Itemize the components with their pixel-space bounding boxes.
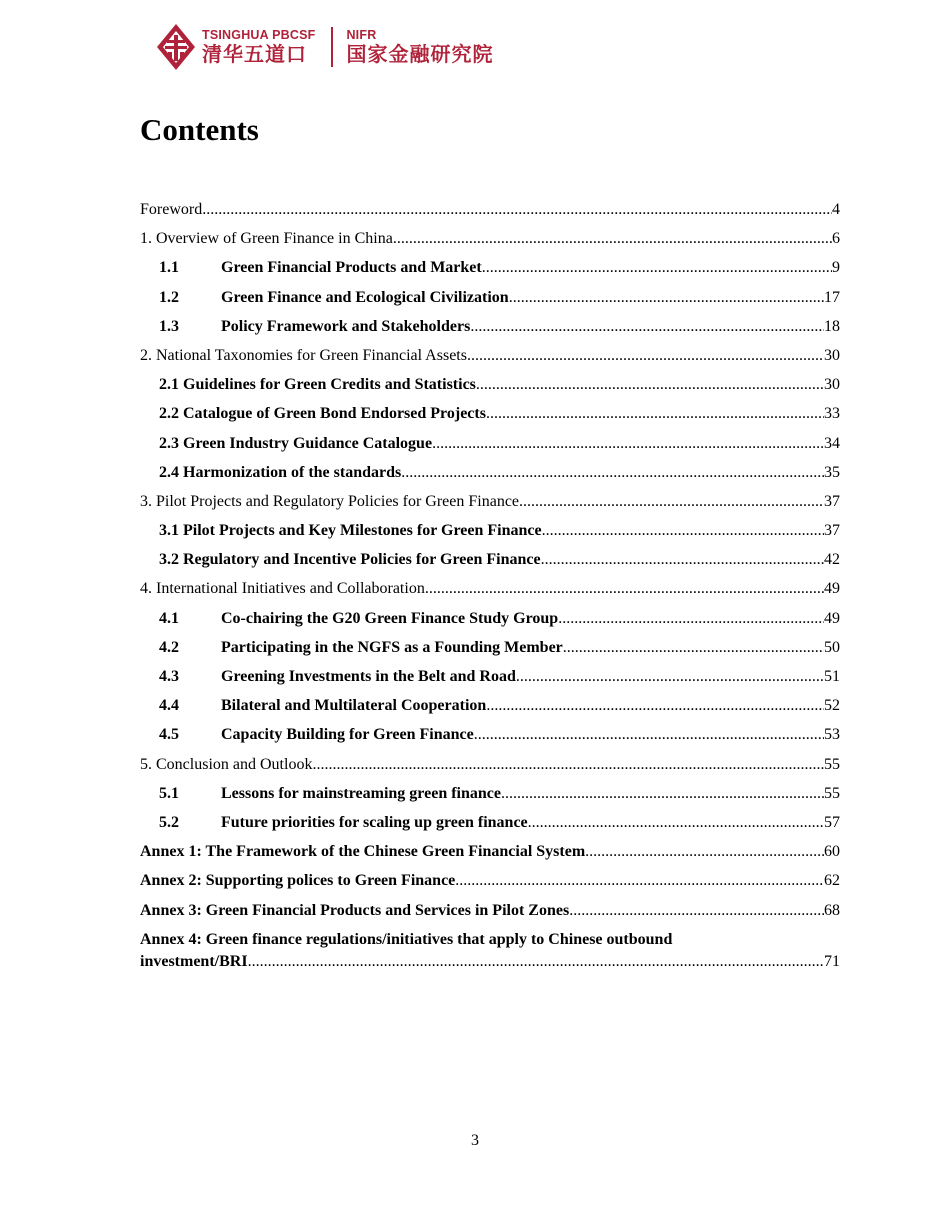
toc-entry-text: Participating in the NGFS as a Founding Member xyxy=(221,638,563,656)
toc-entry-text: 3.2 Regulatory and Incentive Policies for Green Finance xyxy=(159,551,541,569)
toc-entry-text: 2. National Taxonomies for Green Financial Assets xyxy=(140,346,467,364)
brand-english: TSINGHUA PBCSF xyxy=(202,28,316,42)
toc-entry[interactable] xyxy=(140,224,840,253)
toc-page-number: 51 xyxy=(824,668,840,685)
toc-entry[interactable] xyxy=(140,545,840,574)
toc-leader-dots xyxy=(248,951,824,972)
page-number: 3 xyxy=(471,1132,479,1149)
table-of-contents xyxy=(140,195,840,972)
toc-entry-text: 3.1 Pilot Projects and Key Milestones for Green Finance xyxy=(159,522,542,540)
toc-leader-dots xyxy=(585,837,824,866)
toc-leader-dots xyxy=(519,487,824,516)
toc-entry[interactable] xyxy=(140,662,840,691)
toc-entry-text: 3. Pilot Projects and Regulatory Policies for Green Finance xyxy=(140,492,520,510)
toc-leader-dots xyxy=(393,224,832,253)
toc-page-number: 37 xyxy=(824,492,840,510)
toc-entry[interactable] xyxy=(140,516,840,545)
toc-page-number: 71 xyxy=(824,952,840,970)
toc-page-number: 37 xyxy=(824,522,840,540)
toc-leader-dots xyxy=(401,458,824,487)
toc-page-number: 49 xyxy=(824,580,840,598)
toc-page-number: 30 xyxy=(824,346,840,364)
toc-page-number: 55 xyxy=(824,755,840,773)
toc-entry[interactable] xyxy=(140,779,840,808)
toc-page-number: 55 xyxy=(824,784,840,802)
toc-entry-text: Lessons for mainstreaming green finance xyxy=(221,784,501,802)
toc-entry[interactable] xyxy=(140,691,840,720)
toc-page-number: 34 xyxy=(824,434,840,452)
toc-entry-text: Foreword xyxy=(140,201,203,218)
page-title: Contents xyxy=(140,112,259,147)
toc-entry[interactable] xyxy=(140,574,840,603)
toc-page-number: 18 xyxy=(824,317,840,335)
toc-entry-text: Co-chairing the G20 Green Finance Study Group xyxy=(221,609,559,627)
toc-page-number: 62 xyxy=(824,872,840,890)
toc-leader-dots xyxy=(516,662,824,691)
toc-leader-dots xyxy=(312,750,824,779)
toc-entry[interactable] xyxy=(140,341,840,370)
toc-entry[interactable] xyxy=(140,896,840,925)
toc-leader-dots xyxy=(558,604,824,633)
toc-entry[interactable] xyxy=(140,750,840,779)
toc-leader-dots xyxy=(509,283,824,312)
toc-entry-text: Future priorities for scaling up green finance xyxy=(221,813,528,831)
toc-entry[interactable] xyxy=(140,633,840,662)
toc-entry-number: 4.4 xyxy=(159,697,179,715)
toc-entry[interactable] xyxy=(140,458,840,487)
toc-entry[interactable] xyxy=(140,312,840,341)
toc-entry-text: Annex 3: Green Financial Products and Services in Pilot Zones xyxy=(140,901,570,919)
toc-leader-dots xyxy=(425,574,824,603)
toc-entry[interactable] xyxy=(140,837,840,866)
toc-entry-text: Annex 4: Green finance regulations/initiatives that apply to Chinese outbound xyxy=(140,930,673,948)
org-english: NIFR xyxy=(346,28,377,42)
toc-entry[interactable] xyxy=(140,283,840,312)
toc-entry[interactable] xyxy=(140,253,840,282)
toc-entry-text: Green Finance and Ecological Civilization xyxy=(221,288,509,306)
toc-leader-dots xyxy=(474,720,824,749)
toc-leader-dots xyxy=(470,312,824,341)
toc-leader-dots xyxy=(486,691,824,720)
toc-leader-dots xyxy=(455,866,824,895)
toc-page-number: 49 xyxy=(824,609,840,627)
toc-leader-dots xyxy=(467,341,824,370)
toc-entry-text: investment/BRI xyxy=(140,952,248,970)
toc-page-number: 4 xyxy=(832,201,840,218)
toc-entry-number: 1.3 xyxy=(159,317,179,335)
toc-page-number: 33 xyxy=(824,405,840,423)
toc-entry[interactable] xyxy=(140,429,840,458)
toc-entry-text: 2.2 Catalogue of Green Bond Endorsed Projects xyxy=(159,405,486,423)
toc-page-number: 60 xyxy=(824,843,840,861)
toc-entry[interactable] xyxy=(140,399,840,428)
toc-entry-number: 4.2 xyxy=(159,638,179,656)
toc-page-number: 50 xyxy=(824,638,840,656)
brand-divider xyxy=(331,27,333,67)
toc-entry-number: 1.2 xyxy=(159,288,179,306)
toc-leader-dots xyxy=(569,896,824,925)
toc-entry-number: 4.3 xyxy=(159,668,179,685)
toc-leader-dots xyxy=(486,399,824,428)
toc-entry-number: 5.1 xyxy=(159,784,179,802)
toc-page-number: 42 xyxy=(824,551,840,569)
toc-entry[interactable] xyxy=(140,487,840,516)
toc-entry-text: Green Financial Products and Market xyxy=(221,259,482,277)
toc-entry-text: Annex 1: The Framework of the Chinese Green Financial System xyxy=(140,843,586,861)
toc-entry[interactable] xyxy=(140,866,840,895)
toc-page-number: 53 xyxy=(824,726,840,744)
toc-page-number: 52 xyxy=(824,697,840,715)
header-logo xyxy=(156,22,493,72)
toc-leader-dots xyxy=(482,253,832,282)
toc-page-number: 35 xyxy=(824,463,840,481)
toc-entry[interactable] xyxy=(140,195,840,224)
toc-leader-dots xyxy=(528,808,824,837)
toc-entry-annex-4-cont[interactable] xyxy=(140,951,840,972)
toc-entry-annex-4[interactable] xyxy=(140,929,840,951)
toc-leader-dots xyxy=(432,429,824,458)
toc-leader-dots xyxy=(541,545,824,574)
toc-entry-text: 2.3 Green Industry Guidance Catalogue xyxy=(159,434,433,452)
toc-page-number: 57 xyxy=(824,813,840,831)
toc-entry-number: 4.1 xyxy=(159,609,179,627)
toc-entry-number: 5.2 xyxy=(159,813,179,831)
toc-page-number: 68 xyxy=(824,901,840,919)
toc-page-number: 30 xyxy=(824,376,840,394)
toc-entry-text: Capacity Building for Green Finance xyxy=(221,726,474,744)
toc-leader-dots xyxy=(563,633,824,662)
toc-entry-text: 2.4 Harmonization of the standards xyxy=(159,463,402,481)
toc-entry[interactable] xyxy=(140,808,840,837)
org-chinese: 国家金融研究院 xyxy=(346,42,494,66)
toc-entry-text: 5. Conclusion and Outlook xyxy=(140,755,313,773)
toc-entry-text: Greening Investments in the Belt and Road xyxy=(221,668,516,685)
tsinghua-emblem-icon xyxy=(156,23,196,71)
toc-entry[interactable] xyxy=(140,370,840,399)
toc-entry-text: 2.1 Guidelines for Green Credits and Statistics xyxy=(159,376,476,394)
toc-entry-number: 1.1 xyxy=(159,259,179,277)
toc-entry-text: Bilateral and Multilateral Cooperation xyxy=(221,697,487,715)
toc-entry-text: Policy Framework and Stakeholders xyxy=(221,317,471,335)
toc-leader-dots xyxy=(542,516,824,545)
toc-entry-text: Annex 2: Supporting polices to Green Finance xyxy=(140,872,456,890)
brand-chinese: 清华五道口 xyxy=(202,42,307,66)
toc-entry[interactable] xyxy=(140,720,840,749)
toc-page-number: 17 xyxy=(824,288,840,306)
toc-entry-text: 4. International Initiatives and Collaboration xyxy=(140,580,425,598)
toc-entry-text: 1. Overview of Green Finance in China xyxy=(140,230,393,248)
toc-page-number: 9 xyxy=(832,259,840,277)
toc-entry-number: 4.5 xyxy=(159,726,179,744)
toc-leader-dots xyxy=(202,195,832,224)
toc-page-number: 6 xyxy=(832,230,840,248)
toc-leader-dots xyxy=(501,779,824,808)
toc-entry[interactable] xyxy=(140,604,840,633)
toc-leader-dots xyxy=(476,370,824,399)
